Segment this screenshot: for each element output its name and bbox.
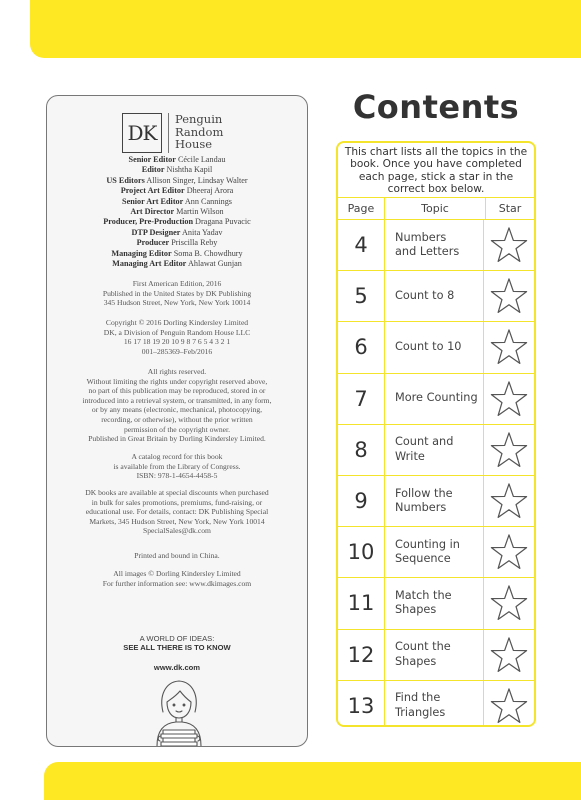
copyright-panel xyxy=(46,95,308,747)
tagline-line: A WORLD OF IDEAS: xyxy=(139,634,215,643)
sales-line: DK books are available at special discounts when purchased xyxy=(85,488,269,497)
images-line: All images © Dorling Kindersley Limited xyxy=(113,569,241,578)
star-outline-icon xyxy=(484,220,534,270)
top-yellow-band xyxy=(30,0,581,58)
website-link: www.dk.com xyxy=(153,663,201,672)
page-number: 10 xyxy=(347,540,375,565)
star-outline-icon xyxy=(484,630,534,680)
contents-row xyxy=(338,475,534,526)
page-number: 13 xyxy=(347,693,375,718)
images-line: For further information see: www.dkimages.com xyxy=(102,578,252,588)
topic-label: Counting in Sequence xyxy=(384,527,484,577)
credit-line: Managing Editor Soma B. Chowdhury xyxy=(111,248,243,258)
star-outline-icon xyxy=(484,527,534,577)
publisher-name xyxy=(175,113,223,151)
page-number: 8 xyxy=(354,437,368,462)
copyright-line: Copyright © 2016 Dorling Kindersley Limited xyxy=(105,318,249,327)
contents-row xyxy=(338,680,534,727)
header-star: Star xyxy=(498,202,522,215)
catalog-record xyxy=(47,452,307,481)
catalog-line: A catalog record for this book xyxy=(131,452,223,461)
isbn-line: ISBN: 978-1-4654-4458-5 xyxy=(136,471,218,481)
edition-line: Published in the United States by DK Publishing xyxy=(102,288,252,298)
sales-line: in bulk for sales promotions, premiums, fund-raising, or xyxy=(91,497,263,507)
credit-line: US Editors Allison Singer, Lindsay Walter xyxy=(106,175,248,185)
copyright-line: 16 17 18 19 20 10 9 8 7 6 5 4 3 2 1 xyxy=(123,337,231,347)
bottom-yellow-band xyxy=(44,762,581,800)
copyright-line: DK, a Division of Penguin Random House LLC xyxy=(103,327,251,337)
dk-logo-mark: DK xyxy=(122,113,162,153)
catalog-line: is available from the Library of Congress. xyxy=(113,461,241,471)
topic-label: Count to 10 xyxy=(384,322,484,372)
topic-label: Numbers and Letters xyxy=(384,220,484,270)
contents-row xyxy=(338,424,534,475)
printed-in xyxy=(47,551,307,561)
contents-row xyxy=(338,526,534,577)
topic-label: Match the Shapes xyxy=(384,578,484,628)
contents-row xyxy=(338,219,534,270)
topic-label: Find the Triangles xyxy=(384,681,484,727)
publisher-line: Penguin xyxy=(175,112,223,126)
edition-line: 345 Hudson Street, New York, New York 10014 xyxy=(103,298,251,308)
star-outline-icon xyxy=(484,374,534,424)
rights-line: All rights reserved. xyxy=(147,367,207,376)
special-sales xyxy=(47,488,307,536)
copyright-line: 001–285369–Feb/2016 xyxy=(141,346,213,356)
star-outline-icon xyxy=(484,322,534,372)
contents-rows xyxy=(338,219,534,727)
page-number: 4 xyxy=(354,233,368,258)
rights-statement xyxy=(47,367,307,444)
page-number: 6 xyxy=(354,335,368,360)
contents-row xyxy=(338,577,534,628)
star-outline-icon xyxy=(484,578,534,628)
contents-row xyxy=(338,270,534,321)
logo-divider xyxy=(168,113,169,153)
page-number: 12 xyxy=(347,642,375,667)
edition-line: First American Edition, 2016 xyxy=(132,279,222,288)
sales-email: SpecialSales@dk.com xyxy=(143,526,211,536)
topic-label: Follow the Numbers xyxy=(384,476,484,526)
page-number: 7 xyxy=(354,386,368,411)
topic-label: Count to 8 xyxy=(384,271,484,321)
topic-label: More Counting xyxy=(384,374,484,424)
page-number: 9 xyxy=(354,489,368,514)
sales-line: educational use. For details, contact: DK Publishing Special xyxy=(85,507,269,517)
tagline xyxy=(47,634,307,653)
credit-line: DTP Designer Anita Yadav xyxy=(131,227,223,237)
credit-line: Managing Art Editor Ahlawat Gunjan xyxy=(112,259,242,269)
header-page: Page xyxy=(347,202,375,215)
contents-row xyxy=(338,373,534,424)
rights-line: introduced into a retrieval system, or transmitted, in any form, xyxy=(82,395,272,405)
rights-line: Published in Great Britain by Dorling Kindersley Limited. xyxy=(88,434,266,444)
credit-line: Art Director Martin Wilson xyxy=(130,207,224,217)
contents-chart xyxy=(336,141,536,727)
credit-line: Project Art Editor Dheeraj Arora xyxy=(120,186,234,196)
rights-line: permission of the copyright owner. xyxy=(123,424,231,434)
credit-line: Editor Nishtha Kapil xyxy=(141,165,213,175)
image-credits xyxy=(47,569,307,588)
star-outline-icon xyxy=(484,681,534,727)
header-topic: Topic xyxy=(384,198,486,219)
star-outline-icon xyxy=(484,271,534,321)
page-number: 11 xyxy=(347,591,375,616)
girl-holding-books-illustration xyxy=(139,678,219,746)
contents-row xyxy=(338,629,534,680)
rights-line: no part of this publication may be reproduced, stored in or xyxy=(88,386,266,396)
copyright-info xyxy=(47,318,307,356)
rights-line: recording, or otherwise), without the prior written xyxy=(101,414,253,424)
dk-logo xyxy=(122,113,223,153)
credit-line: Producer Priscilla Reby xyxy=(136,238,218,248)
printed-line: Printed and bound in China. xyxy=(134,551,220,560)
topic-label: Count the Shapes xyxy=(384,630,484,680)
publisher-line: Random xyxy=(175,124,224,139)
contents-row xyxy=(338,321,534,372)
sales-line: Markets, 345 Hudson Street, New York, New York 10014 xyxy=(89,516,265,526)
credit-line: Senior Editor Cécile Landau xyxy=(128,155,226,164)
edition-info xyxy=(47,279,307,308)
contents-intro: This chart lists all the topics in the book. Once you have completed each page, stick a star in the correct box below. xyxy=(344,146,528,195)
rights-line: or by any means (electronic, mechanical, photocopying, xyxy=(91,405,263,415)
page-number: 5 xyxy=(354,284,368,309)
credits-list xyxy=(47,155,307,269)
publisher-line: House xyxy=(175,137,213,151)
star-outline-icon xyxy=(484,476,534,526)
contents-title: Contents xyxy=(352,88,520,126)
credit-line: Senior Art Editor Ann Cannings xyxy=(122,196,232,206)
topic-label: Count and Write xyxy=(384,425,484,475)
credit-line: Producer, Pre-Production Dragana Puvacic xyxy=(103,217,251,227)
tagline-line-bold: SEE ALL THERE IS TO KNOW xyxy=(123,643,231,653)
star-outline-icon xyxy=(484,425,534,475)
rights-line: Without limiting the rights under copyright reserved above, xyxy=(86,376,268,386)
contents-header-row xyxy=(338,197,534,219)
